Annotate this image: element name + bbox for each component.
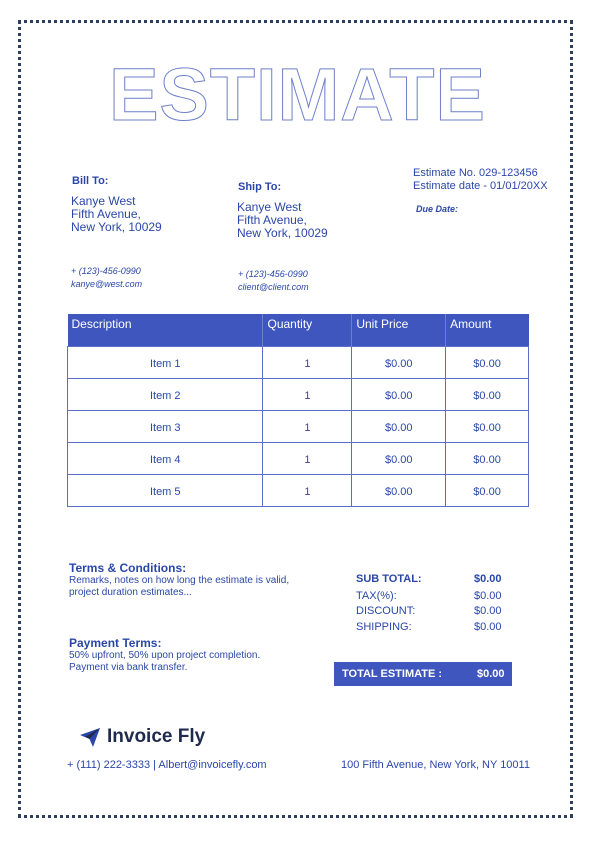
estimate-date: Estimate date - 01/01/20XX [413, 180, 548, 192]
cell-amount: $0.00 [446, 410, 529, 442]
cell-description: Item 1 [68, 346, 263, 378]
ship-to-phone: + (123)-456-0990 [238, 269, 308, 279]
ship-to-street: Fifth Avenue, [237, 213, 307, 227]
ship-to-label: Ship To: [238, 181, 282, 193]
cell-description: Item 3 [68, 410, 263, 442]
items-table [67, 314, 529, 507]
estimate-meta [413, 167, 548, 193]
tax-value: $0.00 [474, 590, 502, 602]
discount-label: DISCOUNT: [356, 605, 416, 617]
cell-unit-price: $0.00 [352, 346, 446, 378]
cell-description: Item 5 [68, 474, 263, 506]
payment-line-2: Payment via bank transfer. [69, 662, 188, 673]
estimate-number: Estimate No. 029-123456 [413, 167, 538, 179]
due-date-label: Due Date: [416, 204, 459, 214]
ship-to-name: Kanye West [237, 200, 302, 214]
terms-line-2: project duration estimates... [69, 587, 192, 598]
payment-title: Payment Terms: [69, 636, 162, 650]
cell-unit-price: $0.00 [352, 378, 446, 410]
table-row [68, 474, 529, 506]
subtotal-label: SUB TOTAL: [356, 573, 422, 585]
cell-description: Item 4 [68, 442, 263, 474]
shipping-label: SHIPPING: [356, 621, 412, 633]
total-estimate-label: TOTAL ESTIMATE : [342, 668, 443, 680]
bill-to-address [71, 195, 162, 234]
subtotal-value: $0.00 [474, 573, 502, 585]
cell-amount: $0.00 [446, 474, 529, 506]
ship-to-contact [238, 268, 309, 294]
terms-body [69, 575, 289, 599]
payment-body [69, 650, 260, 674]
cell-unit-price: $0.00 [352, 442, 446, 474]
bill-to-city: New York, 10029 [71, 220, 162, 234]
brand-name: Invoice Fly [107, 726, 206, 747]
bill-to-email: kanye@west.com [71, 279, 143, 289]
bill-to-label: Bill To: [72, 175, 109, 187]
bill-to-name: Kanye West [71, 194, 136, 208]
cell-quantity: 1 [263, 474, 352, 506]
shipping-value: $0.00 [474, 621, 502, 633]
cell-amount: $0.00 [446, 378, 529, 410]
header-quantity: Quantity [263, 314, 352, 346]
cell-unit-price: $0.00 [352, 474, 446, 506]
cell-amount: $0.00 [446, 442, 529, 474]
cell-description: Item 2 [68, 378, 263, 410]
cell-amount: $0.00 [446, 346, 529, 378]
header-amount: Amount [446, 314, 529, 346]
tax-label: TAX(%): [356, 590, 397, 602]
ship-to-email: client@client.com [238, 282, 309, 292]
cell-quantity: 1 [263, 346, 352, 378]
total-estimate-value: $0.00 [477, 668, 505, 680]
cell-quantity: 1 [263, 442, 352, 474]
total-estimate-box [334, 662, 512, 686]
ship-to-city: New York, 10029 [237, 226, 328, 240]
cell-unit-price: $0.00 [352, 410, 446, 442]
bill-to-phone: + (123)-456-0990 [71, 266, 141, 276]
discount-value: $0.00 [474, 605, 502, 617]
terms-line-1: Remarks, notes on how long the estimate is valid, [69, 575, 290, 586]
bill-to-contact [71, 265, 142, 291]
ship-to-address [237, 201, 328, 240]
cell-quantity: 1 [263, 410, 352, 442]
table-row [68, 442, 529, 474]
terms-title: Terms & Conditions: [69, 561, 187, 575]
table-row [68, 346, 529, 378]
footer-contact: + (111) 222-3333 | Albert@invoicefly.com [67, 759, 267, 771]
paper-plane-icon [79, 726, 101, 748]
bill-to-street: Fifth Avenue, [71, 207, 141, 221]
header-unit-price: Unit Price [352, 314, 446, 346]
table-row [68, 410, 529, 442]
header-description: Description [68, 314, 263, 346]
cell-quantity: 1 [263, 378, 352, 410]
footer-address: 100 Fifth Avenue, New York, NY 10011 [341, 759, 530, 771]
document-title: ESTIMATE [109, 53, 486, 136]
table-header-row [68, 314, 529, 346]
table-row [68, 378, 529, 410]
payment-line-1: 50% upfront, 50% upon project completion. [69, 650, 261, 661]
